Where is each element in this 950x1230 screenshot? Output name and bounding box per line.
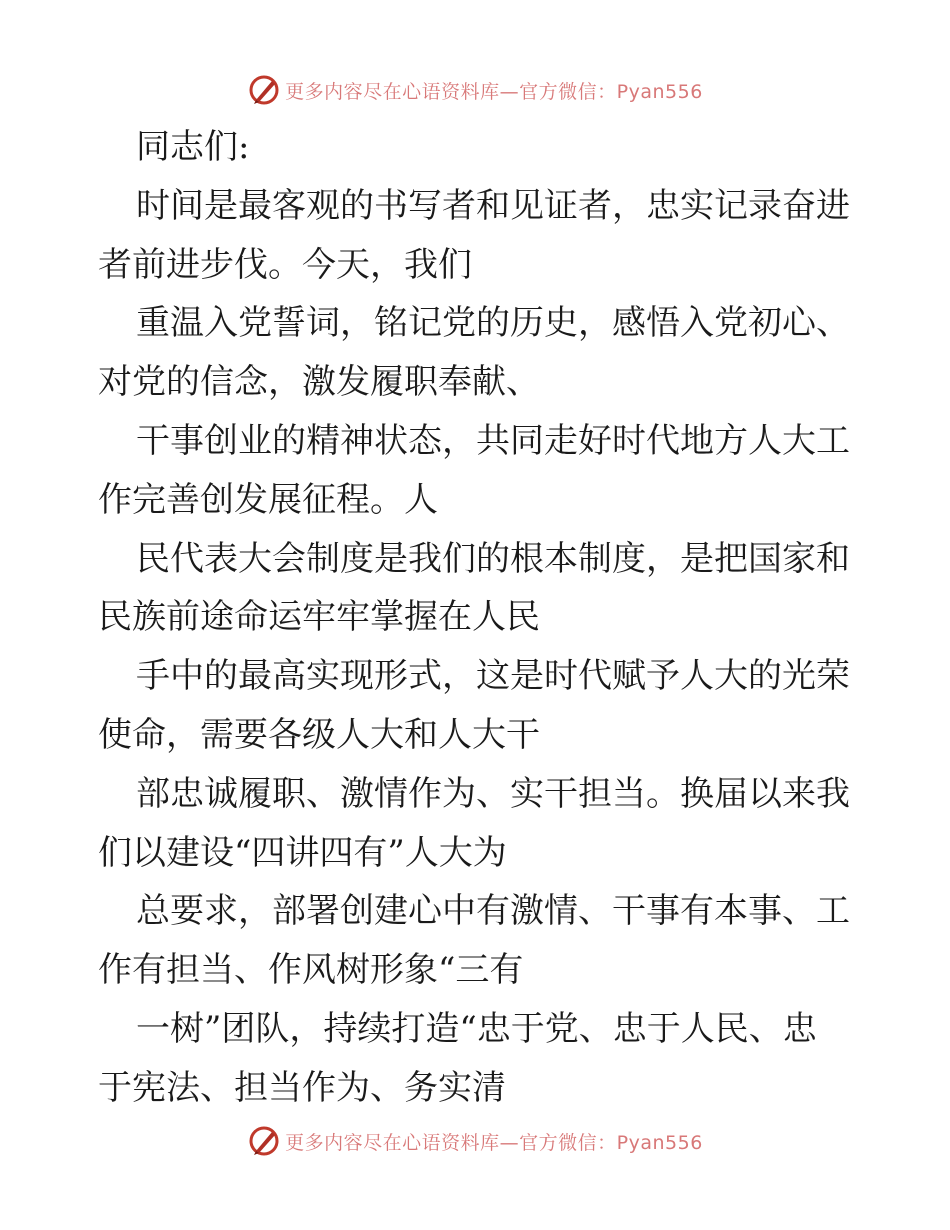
- footer-watermark: [0, 1121, 950, 1161]
- pen-logo-icon: [247, 73, 281, 107]
- body-line: 们以建设“四讲四有”人大为: [98, 832, 507, 873]
- pen-logo-icon: [247, 1124, 281, 1158]
- body-line: 使命，需要各级人大和人大干: [98, 714, 540, 755]
- body-line: 民族前途命运牢牢掌握在人民: [98, 597, 540, 638]
- body-line: 者前进步伐。今天，我们: [98, 244, 472, 285]
- body-line: 重温入党誓词，铭记党的历史，感悟入党初心、: [136, 303, 850, 344]
- body-line: 时间是最客观的书写者和见证者，忠实记录奋进: [136, 185, 850, 226]
- body-line: 对党的信念，激发履职奉献、: [98, 362, 540, 403]
- body-line: 部忠诚履职、激情作为、实干担当。换届以来我: [136, 773, 850, 814]
- body-line: 民代表大会制度是我们的根本制度，是把国家和: [136, 538, 850, 579]
- body-line: 总要求，部署创建心中有激情、干事有本事、工: [136, 891, 850, 932]
- body-line: 作完善创发展征程。人: [98, 479, 438, 520]
- document-body: [98, 118, 858, 1118]
- header-watermark-text: 更多内容尽在心语资料库—官方微信：Pyan556: [285, 80, 703, 103]
- body-line: 手中的最高实现形式，这是时代赋予人大的光荣: [136, 656, 850, 697]
- body-line: 于宪法、担当作为、务实清: [98, 1067, 506, 1108]
- body-line: 一树”团队，持续打造“忠于党、忠于人民、忠: [136, 1008, 817, 1049]
- footer-watermark-text: 更多内容尽在心语资料库—官方微信：Pyan556: [285, 1131, 703, 1154]
- body-line: 干事创业的精神状态，共同走好时代地方人大工: [136, 420, 850, 461]
- body-line: 同志们:: [136, 127, 250, 167]
- body-line: 作有担当、作风树形象“三有: [98, 950, 524, 991]
- header-watermark: [0, 70, 950, 110]
